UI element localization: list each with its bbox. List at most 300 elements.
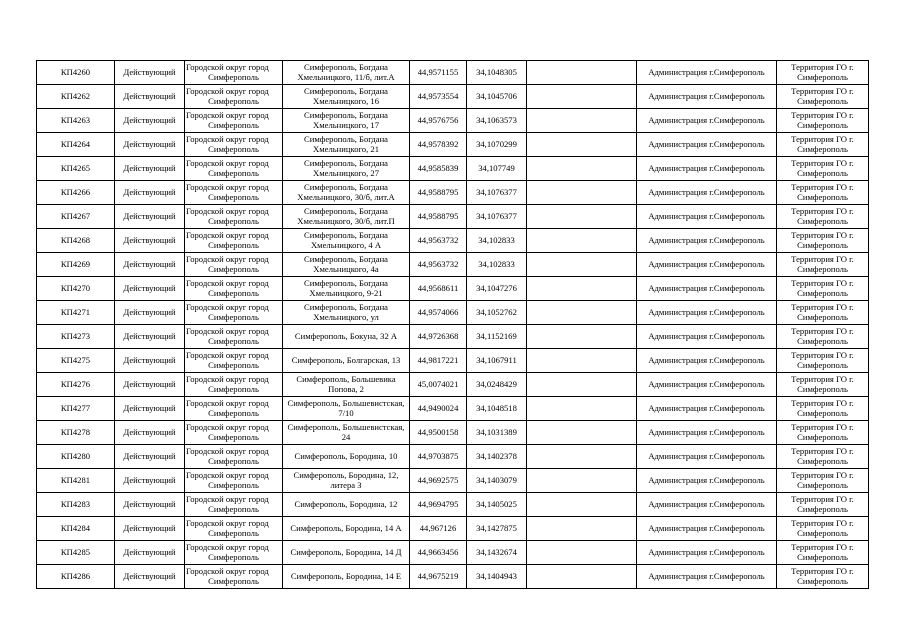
cell-district: [185, 229, 283, 253]
territory-line-2: Симферополь: [797, 575, 848, 586]
district-line-1: Городской округ город: [186, 326, 269, 336]
territory-line-1: Территория ГО г.: [791, 326, 854, 336]
cell-empty: [527, 493, 637, 517]
cell-district: [185, 373, 283, 397]
cell-longitude: 34,1152169: [467, 325, 527, 349]
territory-line-2: Симферополь: [797, 455, 848, 466]
cell-status: Действующий: [115, 109, 185, 133]
cell-district: [185, 469, 283, 493]
cell-address: Симферополь, Бородина, 12: [283, 493, 410, 517]
territory-line-2: Симферополь: [797, 431, 848, 442]
cell-empty: [527, 85, 637, 109]
cell-district: [185, 109, 283, 133]
table-row: [37, 61, 869, 85]
table-row: [37, 445, 869, 469]
territory-line-1: Территория ГО г.: [791, 206, 854, 216]
cell-longitude: 34,1052762: [467, 301, 527, 325]
table-row: [37, 301, 869, 325]
district-line-2: Симферополь: [208, 359, 259, 370]
cell-status: Действующий: [115, 301, 185, 325]
cell-address: Симферополь, Бокуна, 32 А: [283, 325, 410, 349]
cell-code: КП4267: [37, 205, 115, 229]
district-line-1: Городской округ город: [186, 350, 269, 360]
territory-line-2: Симферополь: [797, 191, 848, 202]
district-line-2: Симферополь: [208, 239, 259, 250]
cell-status: Действующий: [115, 85, 185, 109]
cell-code: КП4273: [37, 325, 115, 349]
district-line-1: Городской округ город: [186, 422, 269, 432]
territory-line-1: Территория ГО г.: [791, 374, 854, 384]
cell-owner: Администрация г.Симферополь: [637, 253, 777, 277]
district-line-1: Городской округ город: [186, 62, 269, 72]
cell-address: Симферополь, Богдана Хмельницкого, 9-21: [283, 277, 410, 301]
cell-owner: Администрация г.Симферополь: [637, 421, 777, 445]
cell-address: Симферополь, Бородина, 12, литера З: [283, 469, 410, 493]
cell-address: Симферополь, Бородина, 10: [283, 445, 410, 469]
district-line-1: Городской округ город: [186, 374, 269, 384]
cell-address: Симферополь, Богдана Хмельницкого, 30/б, лит.А: [283, 181, 410, 205]
cell-territory: [777, 61, 869, 85]
cell-longitude: 34,1432674: [467, 541, 527, 565]
cell-status: Действующий: [115, 397, 185, 421]
cell-empty: [527, 349, 637, 373]
cell-owner: Администрация г.Симферополь: [637, 325, 777, 349]
cell-district: [185, 541, 283, 565]
cell-address: Симферополь, Бородина, 14 А: [283, 517, 410, 541]
cell-empty: [527, 469, 637, 493]
cell-longitude: 34,1076377: [467, 181, 527, 205]
cell-territory: [777, 565, 869, 589]
table-row: [37, 373, 869, 397]
cell-empty: [527, 61, 637, 85]
cell-longitude: 34,1405025: [467, 493, 527, 517]
cell-status: Действующий: [115, 493, 185, 517]
cell-district: [185, 349, 283, 373]
cell-territory: [777, 229, 869, 253]
cell-latitude: 45,0074021: [410, 373, 467, 397]
cell-owner: Администрация г.Симферополь: [637, 61, 777, 85]
cell-latitude: 44,9490024: [410, 397, 467, 421]
territory-line-2: Симферополь: [797, 479, 848, 490]
cell-owner: Администрация г.Симферополь: [637, 277, 777, 301]
cell-empty: [527, 157, 637, 181]
cell-district: [185, 277, 283, 301]
cell-code: КП4262: [37, 85, 115, 109]
cell-address: Симферополь, Большевика Попова, 2: [283, 373, 410, 397]
cell-code: КП4263: [37, 109, 115, 133]
cell-latitude: 44,9675219: [410, 565, 467, 589]
territory-line-1: Территория ГО г.: [791, 422, 854, 432]
document-page: [36, 60, 868, 589]
cell-status: Действующий: [115, 61, 185, 85]
cell-code: КП4260: [37, 61, 115, 85]
territory-line-2: Симферополь: [797, 551, 848, 562]
cell-territory: [777, 325, 869, 349]
cell-address: Симферополь, Большевистская, 24: [283, 421, 410, 445]
territory-line-2: Симферополь: [797, 287, 848, 298]
cell-territory: [777, 133, 869, 157]
table-row: [37, 397, 869, 421]
district-line-1: Городской округ город: [186, 398, 269, 408]
cell-longitude: 34,1427875: [467, 517, 527, 541]
cell-status: Действующий: [115, 205, 185, 229]
district-line-2: Симферополь: [208, 143, 259, 154]
cell-empty: [527, 397, 637, 421]
cell-district: [185, 565, 283, 589]
table-row: [37, 229, 869, 253]
cell-district: [185, 85, 283, 109]
cell-status: Действующий: [115, 565, 185, 589]
cell-code: КП4286: [37, 565, 115, 589]
territory-line-2: Симферополь: [797, 311, 848, 322]
cell-latitude: 44,9500158: [410, 421, 467, 445]
cell-latitude: 44,9574066: [410, 301, 467, 325]
cell-longitude: 34,1048518: [467, 397, 527, 421]
territory-line-1: Территория ГО г.: [791, 278, 854, 288]
territory-line-1: Территория ГО г.: [791, 446, 854, 456]
table-row: [37, 517, 869, 541]
district-line-1: Городской округ город: [186, 230, 269, 240]
cell-latitude: 44,9694795: [410, 493, 467, 517]
cell-owner: Администрация г.Симферополь: [637, 181, 777, 205]
cell-territory: [777, 349, 869, 373]
cell-empty: [527, 373, 637, 397]
cell-empty: [527, 181, 637, 205]
cell-territory: [777, 541, 869, 565]
cell-address: Симферополь, Богдана Хмельницкого, 4а: [283, 253, 410, 277]
cell-owner: Администрация г.Симферополь: [637, 445, 777, 469]
cell-territory: [777, 181, 869, 205]
cell-longitude: 34,1045706: [467, 85, 527, 109]
cell-territory: [777, 421, 869, 445]
territory-line-1: Территория ГО г.: [791, 518, 854, 528]
cell-territory: [777, 493, 869, 517]
cell-address: Симферополь, Болгарская, 13: [283, 349, 410, 373]
cell-owner: Администрация г.Симферополь: [637, 157, 777, 181]
cell-code: КП4284: [37, 517, 115, 541]
cell-latitude: 44,9576756: [410, 109, 467, 133]
cell-latitude: 44,967126: [410, 517, 467, 541]
cell-district: [185, 301, 283, 325]
district-line-1: Городской округ город: [186, 254, 269, 264]
cell-status: Действующий: [115, 445, 185, 469]
district-line-2: Симферополь: [208, 167, 259, 178]
territory-line-2: Симферополь: [797, 95, 848, 106]
cell-latitude: 44,9568611: [410, 277, 467, 301]
territory-line-2: Симферополь: [797, 215, 848, 226]
cell-address: Симферополь, Богдана Хмельницкого, 16: [283, 85, 410, 109]
territory-line-2: Симферополь: [797, 263, 848, 274]
cell-status: Действующий: [115, 517, 185, 541]
district-line-2: Симферополь: [208, 95, 259, 106]
district-line-1: Городской округ город: [186, 86, 269, 96]
cell-latitude: 44,9563732: [410, 229, 467, 253]
cell-empty: [527, 133, 637, 157]
territory-line-2: Симферополь: [797, 119, 848, 130]
table-row: [37, 277, 869, 301]
table-row: [37, 565, 869, 589]
cell-latitude: 44,9692575: [410, 469, 467, 493]
cell-status: Действующий: [115, 469, 185, 493]
territory-line-2: Симферополь: [797, 143, 848, 154]
territory-line-2: Симферополь: [797, 239, 848, 250]
cell-owner: Администрация г.Симферополь: [637, 85, 777, 109]
cell-territory: [777, 517, 869, 541]
cell-owner: Администрация г.Симферополь: [637, 517, 777, 541]
district-line-2: Симферополь: [208, 311, 259, 322]
cell-longitude: 34,1067911: [467, 349, 527, 373]
cell-owner: Администрация г.Симферополь: [637, 541, 777, 565]
cell-code: КП4278: [37, 421, 115, 445]
cell-status: Действующий: [115, 133, 185, 157]
territory-line-1: Территория ГО г.: [791, 110, 854, 120]
cell-status: Действующий: [115, 277, 185, 301]
cell-territory: [777, 205, 869, 229]
territory-line-1: Территория ГО г.: [791, 566, 854, 576]
territory-line-2: Симферополь: [797, 527, 848, 538]
cell-district: [185, 205, 283, 229]
cell-latitude: 44,9663456: [410, 541, 467, 565]
cell-latitude: 44,9563732: [410, 253, 467, 277]
district-line-2: Симферополь: [208, 215, 259, 226]
cell-territory: [777, 397, 869, 421]
cell-code: КП4271: [37, 301, 115, 325]
district-line-1: Городской округ город: [186, 566, 269, 576]
cell-empty: [527, 253, 637, 277]
cell-owner: Администрация г.Симферополь: [637, 349, 777, 373]
district-line-2: Симферополь: [208, 503, 259, 514]
cell-address: Симферополь, Богдана Хмельницкого, 21: [283, 133, 410, 157]
cell-status: Действующий: [115, 349, 185, 373]
table-row: [37, 541, 869, 565]
cell-territory: [777, 301, 869, 325]
table-row: [37, 469, 869, 493]
district-line-1: Городской округ город: [186, 494, 269, 504]
cell-code: КП4283: [37, 493, 115, 517]
district-line-1: Городской округ город: [186, 302, 269, 312]
territory-line-1: Территория ГО г.: [791, 398, 854, 408]
cell-status: Действующий: [115, 421, 185, 445]
district-line-1: Городской округ город: [186, 134, 269, 144]
cell-territory: [777, 253, 869, 277]
cell-longitude: 34,102833: [467, 253, 527, 277]
territory-line-1: Территория ГО г.: [791, 230, 854, 240]
cell-code: КП4264: [37, 133, 115, 157]
cell-owner: Администрация г.Симферополь: [637, 397, 777, 421]
cell-latitude: 44,9703875: [410, 445, 467, 469]
district-line-1: Городской округ город: [186, 182, 269, 192]
district-line-2: Симферополь: [208, 287, 259, 298]
territory-line-1: Территория ГО г.: [791, 62, 854, 72]
cell-code: КП4280: [37, 445, 115, 469]
district-line-1: Городской округ город: [186, 110, 269, 120]
registry-table: [36, 60, 869, 589]
cell-status: Действующий: [115, 229, 185, 253]
cell-territory: [777, 85, 869, 109]
table-row: [37, 349, 869, 373]
cell-district: [185, 157, 283, 181]
cell-district: [185, 421, 283, 445]
cell-empty: [527, 277, 637, 301]
table-row: [37, 109, 869, 133]
cell-territory: [777, 445, 869, 469]
cell-longitude: 34,1403079: [467, 469, 527, 493]
territory-line-1: Территория ГО г.: [791, 350, 854, 360]
table-row: [37, 85, 869, 109]
cell-owner: Администрация г.Симферополь: [637, 301, 777, 325]
cell-empty: [527, 325, 637, 349]
cell-owner: Администрация г.Симферополь: [637, 469, 777, 493]
cell-address: Симферополь, Богдана Хмельницкого, 4 А: [283, 229, 410, 253]
cell-code: КП4277: [37, 397, 115, 421]
district-line-1: Городской округ город: [186, 470, 269, 480]
district-line-2: Симферополь: [208, 479, 259, 490]
cell-longitude: 34,1076377: [467, 205, 527, 229]
cell-owner: Администрация г.Симферополь: [637, 493, 777, 517]
table-row: [37, 325, 869, 349]
cell-status: Действующий: [115, 325, 185, 349]
cell-district: [185, 325, 283, 349]
territory-line-1: Территория ГО г.: [791, 494, 854, 504]
cell-longitude: 34,1047276: [467, 277, 527, 301]
cell-address: Симферополь, Богдана Хмельницкого, 17: [283, 109, 410, 133]
cell-latitude: 44,9726368: [410, 325, 467, 349]
cell-district: [185, 253, 283, 277]
cell-empty: [527, 229, 637, 253]
cell-latitude: 44,9585839: [410, 157, 467, 181]
district-line-1: Городской округ город: [186, 206, 269, 216]
table-row: [37, 205, 869, 229]
cell-territory: [777, 469, 869, 493]
cell-longitude: 34,0248429: [467, 373, 527, 397]
cell-empty: [527, 301, 637, 325]
territory-line-2: Симферополь: [797, 359, 848, 370]
cell-territory: [777, 277, 869, 301]
territory-line-2: Симферополь: [797, 335, 848, 346]
cell-longitude: 34,1048305: [467, 61, 527, 85]
cell-code: КП4285: [37, 541, 115, 565]
cell-district: [185, 181, 283, 205]
territory-line-2: Симферополь: [797, 71, 848, 82]
table-row: [37, 181, 869, 205]
cell-district: [185, 445, 283, 469]
district-line-1: Городской округ город: [186, 278, 269, 288]
cell-empty: [527, 565, 637, 589]
cell-territory: [777, 373, 869, 397]
cell-status: Действующий: [115, 373, 185, 397]
territory-line-1: Территория ГО г.: [791, 254, 854, 264]
cell-latitude: 44,9573554: [410, 85, 467, 109]
cell-owner: Администрация г.Симферополь: [637, 109, 777, 133]
territory-line-2: Симферополь: [797, 167, 848, 178]
cell-empty: [527, 517, 637, 541]
cell-longitude: 34,1070299: [467, 133, 527, 157]
territory-line-1: Территория ГО г.: [791, 158, 854, 168]
cell-empty: [527, 109, 637, 133]
cell-address: Симферополь, Богдана Хмельницкого, ул: [283, 301, 410, 325]
cell-empty: [527, 421, 637, 445]
table-row: [37, 493, 869, 517]
district-line-2: Симферополь: [208, 431, 259, 442]
district-line-2: Симферополь: [208, 407, 259, 418]
cell-code: КП4266: [37, 181, 115, 205]
district-line-2: Симферополь: [208, 191, 259, 202]
district-line-2: Симферополь: [208, 551, 259, 562]
cell-address: Симферополь, Бородина, 14 Е: [283, 565, 410, 589]
district-line-1: Городской округ город: [186, 446, 269, 456]
cell-owner: Администрация г.Симферополь: [637, 205, 777, 229]
cell-longitude: 34,1404943: [467, 565, 527, 589]
cell-owner: Администрация г.Симферополь: [637, 229, 777, 253]
table-row: [37, 421, 869, 445]
cell-latitude: 44,9578392: [410, 133, 467, 157]
table-row: [37, 133, 869, 157]
cell-district: [185, 397, 283, 421]
cell-code: КП4269: [37, 253, 115, 277]
cell-district: [185, 133, 283, 157]
table-row: [37, 157, 869, 181]
cell-code: КП4265: [37, 157, 115, 181]
territory-line-1: Территория ГО г.: [791, 542, 854, 552]
cell-empty: [527, 445, 637, 469]
cell-longitude: 34,1402378: [467, 445, 527, 469]
cell-code: КП4275: [37, 349, 115, 373]
table-row: [37, 253, 869, 277]
territory-line-1: Территория ГО г.: [791, 470, 854, 480]
cell-longitude: 34,107749: [467, 157, 527, 181]
cell-owner: Администрация г.Симферополь: [637, 373, 777, 397]
district-line-2: Симферополь: [208, 383, 259, 394]
cell-address: Симферополь, Богдана Хмельницкого, 30/б, лит.П: [283, 205, 410, 229]
cell-code: КП4268: [37, 229, 115, 253]
territory-line-1: Территория ГО г.: [791, 86, 854, 96]
cell-status: Действующий: [115, 253, 185, 277]
cell-status: Действующий: [115, 157, 185, 181]
registry-table-body: [37, 61, 869, 589]
cell-territory: [777, 157, 869, 181]
district-line-1: Городской округ город: [186, 542, 269, 552]
territory-line-2: Симферополь: [797, 503, 848, 514]
cell-owner: Администрация г.Симферополь: [637, 133, 777, 157]
cell-territory: [777, 109, 869, 133]
cell-code: КП4270: [37, 277, 115, 301]
cell-owner: Администрация г.Симферополь: [637, 565, 777, 589]
cell-latitude: 44,9588795: [410, 181, 467, 205]
cell-empty: [527, 205, 637, 229]
district-line-2: Симферополь: [208, 527, 259, 538]
district-line-1: Городской округ город: [186, 518, 269, 528]
cell-address: Симферополь, Бородина, 14 Д: [283, 541, 410, 565]
cell-longitude: 34,1063573: [467, 109, 527, 133]
territory-line-1: Территория ГО г.: [791, 182, 854, 192]
cell-address: Симферополь, Богдана Хмельницкого, 27: [283, 157, 410, 181]
cell-district: [185, 61, 283, 85]
territory-line-2: Симферополь: [797, 383, 848, 394]
cell-address: Симферополь, Богдана Хмельницкого, 11/б, лит.А: [283, 61, 410, 85]
cell-code: КП4276: [37, 373, 115, 397]
cell-longitude: 34,102833: [467, 229, 527, 253]
cell-district: [185, 493, 283, 517]
cell-status: Действующий: [115, 181, 185, 205]
cell-latitude: 44,9588795: [410, 205, 467, 229]
cell-latitude: 44,9817221: [410, 349, 467, 373]
district-line-1: Городской округ город: [186, 158, 269, 168]
district-line-2: Симферополь: [208, 71, 259, 82]
cell-empty: [527, 541, 637, 565]
cell-status: Действующий: [115, 541, 185, 565]
district-line-2: Симферополь: [208, 119, 259, 130]
cell-address: Симферополь, Большевистская, 7/10: [283, 397, 410, 421]
